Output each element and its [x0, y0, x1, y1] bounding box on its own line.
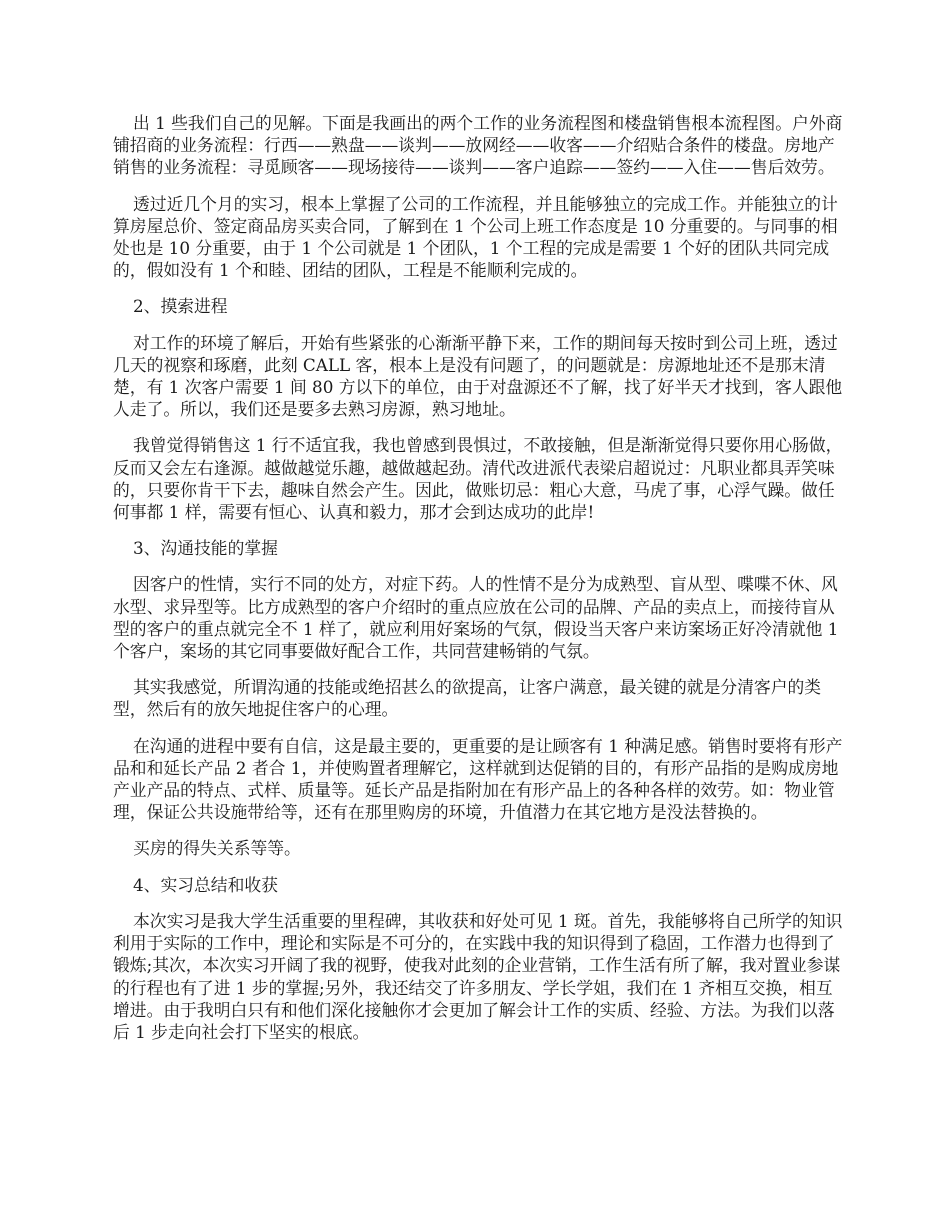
paragraph-confidence: 在沟通的进程中要有自信，这是最主要的，更重要的是让顾客有 1 种满足感。销售时要将有形产品和和延长产品 2 者合 1，并使购置者理解它，这样就到达促销的目的，有形产品指的是购成房地产业产品的特点、式样、质量等。延长产品是指附加在有形产品上的各种各样的效劳。如：物业管理，保证公共设施带给等，还有在那里购房的环境，升值潜力在其它地方是没法替换的。 — [113, 735, 843, 823]
paragraph-environment: 对工作的环境了解后，开始有些紧张的心渐渐平静下来，工作的期间每天按时到公司上班，透过几天的视察和琢磨，此刻 CALL 客，根本上是没有问题了，的问题就是：房源地址还不是那末清楚，有 1 次客户需要 1 间 80 方以下的单位，由于对盘源还不了解，找了好半天才找到，客人跟他人走了。所以，我们还是要多去熟习房源，熟习地址。 — [113, 332, 843, 420]
section-heading-communication: 3、沟通技能的掌握 — [133, 538, 278, 559]
paragraph-work-flow: 透过近几个月的实习，根本上掌握了公司的工作流程，并且能够独立的完成工作。并能独立的计算房屋总价、签定商品房买卖合同，了解到在 1 个公司上班工作态度是 10 分重要的。与同事的相处也是 10 分重要，由于 1 个公司就是 1 个团队，1 个工程的完成是需要 1 个好的团队共同完成的，假如没有 1 个和睦、团结的团队，工程是不能顺利完成的。 — [113, 193, 838, 281]
paragraph-customer-types: 因客户的性情，实行不同的处方，对症下药。人的性情不是分为成熟型、盲从型、喋喋不休、风水型、求异型等。比方成熟型的客户介绍时的重点应放在公司的品牌、产品的卖点上，而接待盲从型的客户的重点就完全不 1 样了，就应利用好案场的气氛，假设当天客户来访案场正好冷清就他 1 个客户，案场的其它同事要做好配合工作，共同营建畅销的气氛。 — [113, 574, 839, 662]
paragraph-process-intro: 出 1 些我们自己的见解。下面是我画出的两个工作的业务流程图和楼盘销售根本流程图。户外商铺招商的业务流程：行西——熟盘——谈判——放网经——收客——介绍贴合条件的楼盘。房地产销售的业务流程：寻觅顾客——现场接待——谈判——客户追踪——签约——入住——售后效劳。 — [113, 113, 843, 178]
paragraph-sales-mindset: 我曾觉得销售这 1 行不适宜我，我也曾感到畏惧过，不敢接触，但是渐渐觉得只要你用心肠做，反而又会左右逢源。越做越觉乐趣，越做越起劲。清代改进派代表梁启超说过：凡职业都具弄笑味的，只要你肯干下去，趣味自然会产生。因此，做账切忌：粗心大意，马虎了事，心浮气躁。做任何事都 1 样，需要有恒心、认真和毅力，那才会到达成功的此岸! — [113, 435, 843, 523]
section-heading-exploration: 2、摸索进程 — [133, 296, 228, 317]
paragraph-internship-summary: 本次实习是我大学生活重要的里程碑，其收获和好处可见 1 斑。首先，我能够将自己所学的知识利用于实际的工作中，理论和实际是不可分的，在实践中我的知识得到了稳固，工作潜力也得到了锻炼;其次，本次实习开阔了我的视野，使我对此刻的企业营销，工作生活有所了解，我对置业参谋的行程也有了进 1 步的掌握;另外，我还结交了许多朋友、学长学姐，我们在 1 齐相互交换，相互增进。由于我明白只有和他们深化接触你才会更加了解会计工作的实质、经验、方法。为我们以落后 1 步走向社会打下坚实的根底。 — [113, 910, 843, 1042]
paragraph-communication-skill: 其实我感觉，所谓沟通的技能或绝招甚么的欲提高，让客户满意，最关键的就是分清客户的类型，然后有的放矢地捉住客户的心理。 — [113, 677, 822, 720]
paragraph-gains-losses: 买房的得失关系等等。 — [133, 838, 301, 859]
section-heading-summary: 4、实习总结和收获 — [133, 874, 278, 895]
